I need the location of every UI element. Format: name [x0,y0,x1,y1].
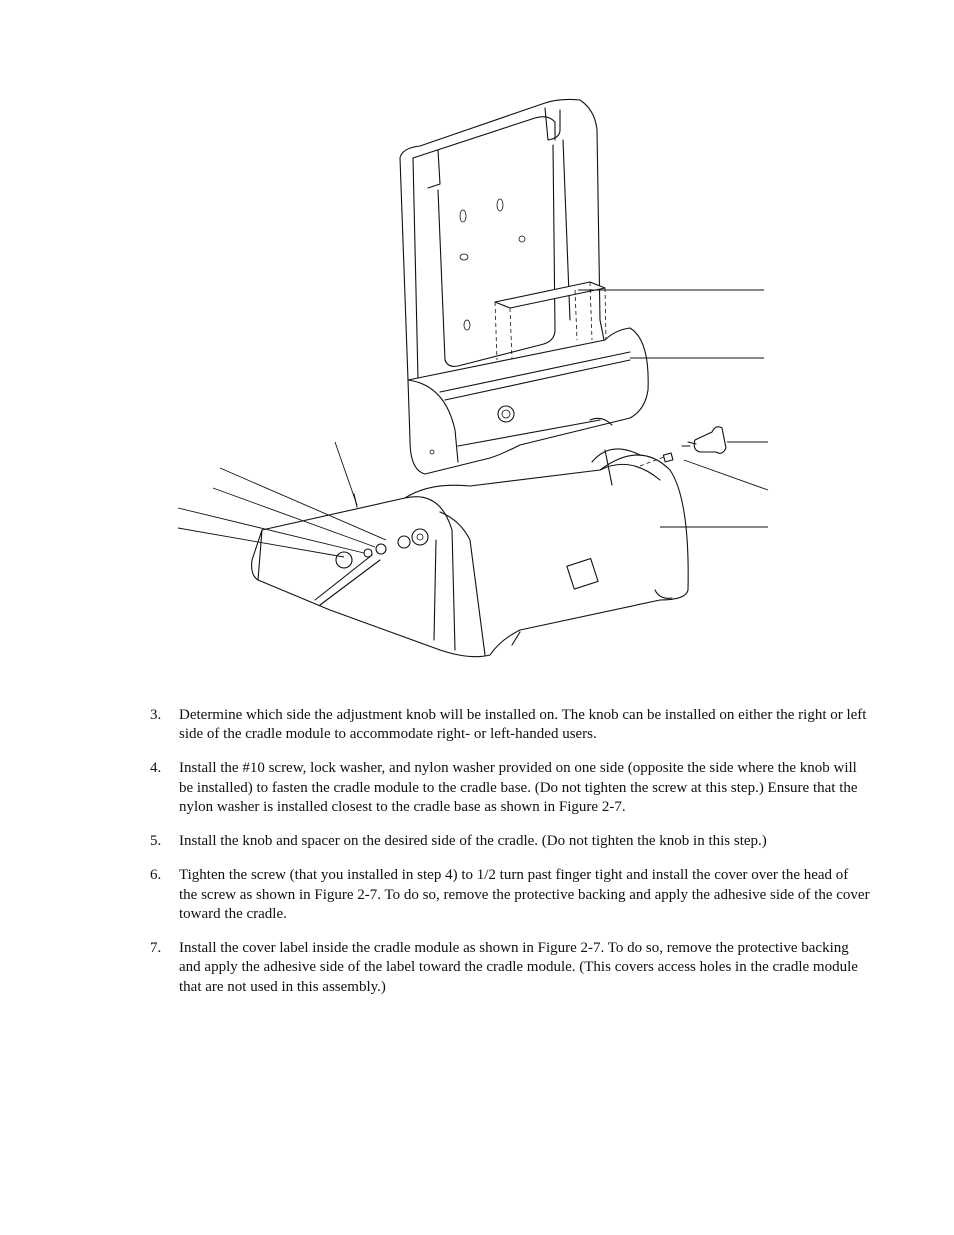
step-text: Install the #10 screw, lock washer, and nylon washer provided on one side (opposite the side where the knob will be installed) to fasten the cradle module to the cradle base. (Do not tighten the screw at this step.) Ensure that the nylon washer is installed closest to the cradle base as shown in Figure 2-7. [179,760,858,816]
step-3 [150,706,870,745]
step-text: Install the cover label inside the cradle module as shown in Figure 2-7. To do so, remove the protective backing and apply the adhesive side of the label toward the cradle module. (This covers access holes in the cradle module that are not used in this assembly.) [179,940,858,995]
cradle-base [252,449,689,657]
instruction-steps [150,706,870,1012]
step-number: 6. [150,867,162,884]
step-number: 3. [150,707,162,723]
step-text: Install the knob and spacer on the desired side of the cradle. (Do not tighten the knob in this step.) [179,833,767,850]
step-number: 7. [150,940,162,957]
step-text: Tighten the screw (that you installed in step 4) to 1/2 turn past finger tight and install the cover over the head of the screw as shown in Figure 2-7. To do so, remove the protective backing and apply the adhesive side of the cover toward the cradle. [179,867,870,923]
step-number: 4. [150,760,162,777]
step-6 [150,866,870,924]
step-number: 5. [150,833,162,850]
step-text: Determine which side the adjustment knob will be installed on. The knob can be installed on either the right or left side of the cradle module to accommodate right- or left-handed users. [179,707,867,743]
step-5 [150,832,870,851]
step-7 [150,939,870,997]
cradle-module [400,99,648,474]
step-4 [150,759,870,817]
